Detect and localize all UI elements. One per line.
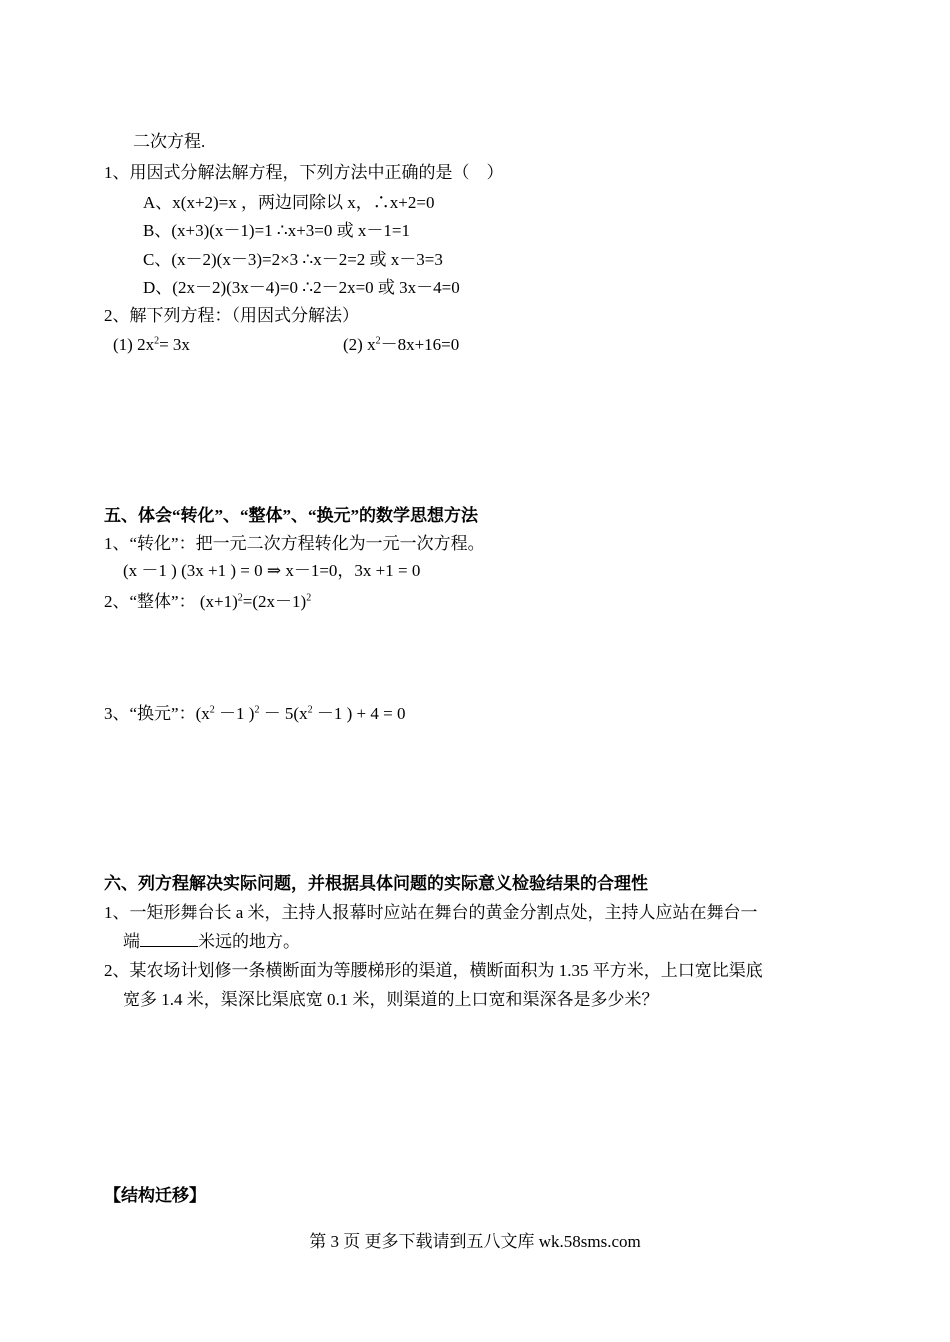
- item-1: 1、“转化”：把一元二次方程转化为一元一次方程。: [104, 534, 485, 553]
- problem-2-line-2: 宽多 1.4 米，渠深比渠底宽 0.1 米，则渠道的上口宽和渠深各是多少米？: [123, 990, 659, 1009]
- option-a: A、x(x+2)=x ，两边同除以 x，∴x+2=0: [143, 193, 435, 212]
- problem-2-line-1: 2、某农场计划修一条横断面为等腰梯形的渠道，横断面积为 1.35 平方米，上口宽比渠底: [104, 961, 763, 980]
- option-d: D、(2x－2)(3x－4)=0 ∴2－2x=0 或 3x－4=0: [143, 278, 460, 297]
- item-3: 3、“换元”：($x^2 -1$ )$^2 - 5(x^2 -1$ ) + 4 = 0: [104, 704, 406, 723]
- section-6-heading: 六、列方程解决实际问题，并根据具体问题的实际意义检验结果的合理性: [104, 874, 648, 893]
- structure-heading: 【结构迁移】: [104, 1186, 206, 1205]
- option-c: C、(x－2)(x－3)=2×3 ∴x－2=2 或 x－3=3: [143, 250, 443, 269]
- equation-1: (1) $2x^2= 3x$: [113, 335, 190, 354]
- problem-1-line-1: 1、一矩形舞台长 a 米，主持人报幕时应站在舞台的黄金分割点处，主持人应站在舞台一: [104, 903, 758, 922]
- question-1: 1、用因式分解法解方程，下列方法中正确的是（ ）: [104, 163, 504, 182]
- option-b: B、(x+3)(x－1)=1 ∴x+3=0 或 x－1=1: [143, 221, 410, 240]
- item-1-equation: (x －1 ) (3x +1 ) = 0 ⇒ x－1=0，3x +1 = 0: [123, 561, 421, 580]
- question-2: 2、解下列方程：（用因式分解法）: [104, 306, 359, 325]
- equation-2: (2) $x^2-8x+16=0$: [343, 335, 460, 354]
- page-footer: 第 3 页 更多下载请到五八文库 wk.58sms.com: [309, 1232, 641, 1251]
- problem-1-line-2: 端 米远的地方。: [123, 932, 300, 951]
- continued-text: 二次方程.: [133, 132, 206, 151]
- item-2: 2、“整体”： $(x+1)^2=(2x-1)^2$: [104, 592, 312, 611]
- section-5-heading: 五、体会“转化”、“整体”、“换元”的数学思想方法: [104, 506, 478, 525]
- answer-blank[interactable]: [140, 932, 198, 947]
